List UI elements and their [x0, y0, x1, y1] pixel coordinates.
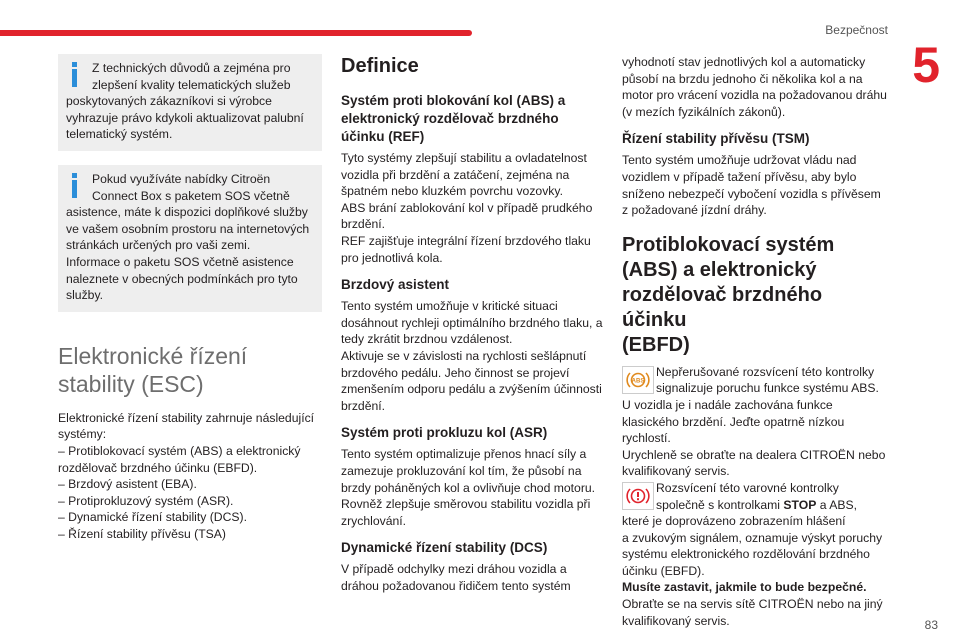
info-note-text: Z technických důvodů a zejména pro zlepšení kvality telematických služeb poskytovaných zákazníkovi si výrobce vyhrazuje právo kdykoli aktualizovat palubní telematický systém. — [66, 61, 304, 142]
stop-label: STOP — [783, 497, 817, 512]
asr-heading: Systém proti prokluzu kol (ASR) — [341, 425, 548, 441]
info-note-text: Pokud využíváte nabídky Citroën Connect Box s paketem SOS včetně asistence, máte k dispozici doplňkové služby ve vašem osobním prostoru na internetových stránkách určených pro vaši zemi. Informace o paketu SOS včetně asistence naleznete v obecných podmínkách pro tyto služby. — [66, 171, 310, 303]
ebfd-warning-block — [622, 480, 888, 513]
dcs-text-continued: vyhodnotí stav jednotlivých kol a automaticky působí na brzdu jednoho či několika kol a na motor pro vrácení vozidla na požadovanou dráhu (v mezích fyzikálních zákonů). — [622, 55, 887, 119]
tsm-text: Tento systém umožňuje udržovat vládu nad vozidlem v případě tažení přívěsu, aby bylo sníženo nebezpečí vybočení vozidla s přívěsem z požadované jízdní dráhy. — [622, 153, 881, 218]
abs-warning-lamp-icon — [622, 366, 654, 394]
esc-heading: Elektronické řízení stability (ESC) — [58, 342, 248, 397]
esc-text: Elektronické řízení stability zahrnuje následující systémy: – Protiblokovací systém (ABS) a elektronický rozdělovač brzdného účinku (EBFD). – Brzdový asistent (EBA). – Protiprokluzový systém (ASR). – Dynamické řízení stability (DCS). – Řízení stability přívěsu (TSA) — [58, 410, 315, 541]
column-right — [622, 54, 888, 629]
abs-warning-block — [622, 364, 888, 397]
abs-ebfd-heading: Protiblokovací systém (ABS) a elektronický rozdělovač brzdného účinku (EBFD) — [622, 233, 835, 356]
tsm-heading: Řízení stability přívěsu (TSM) — [622, 131, 810, 147]
abs-ref-text: Tyto systémy zlepšují stabilitu a ovladatelnost vozidla při brzdění a zatáčení, zejména na špatném nebo kluzkém povrchu vozovky. ABS brání zablokování kol v případě prudkého brzdění. REF zajišťuje integrální řízení brzdového tlaku pro jednotlivá kola. — [341, 151, 593, 265]
dcs-text: V případě odchylky mezi dráhou vozidla a dráhou požadovanou řidičem tento systém — [341, 562, 571, 593]
header-accent-bar — [0, 30, 472, 36]
info-icon — [66, 171, 88, 201]
abs-ref-heading: Systém proti blokování kol (ABS) a elektronický rozdělovač brzdného účinku (REF) — [341, 93, 566, 144]
svg-text:ABS: ABS — [631, 378, 645, 385]
chapter-number: 5 — [912, 37, 940, 93]
brake-warning-lamp-icon — [622, 482, 654, 510]
column-middle — [341, 54, 603, 594]
info-note-sos — [58, 165, 322, 312]
abs-warning-text-continued: U vozidla je i nadále zachována funkce klasického brzdění. Jeďte opatrně nízkou rychlostí. Urychleně se obraťte na dealera CITROËN nebo kvalifikovaný servis. — [622, 397, 886, 479]
ebfd-warning-text-continued: které je doprovázeno zobrazením hlášení a zvukovým signálem, oznamuje výskyt poruchy systému elektronického rozdělování brzdného účinku (EBFD). Musíte zastavit, jakmile to bude bezpečné. Obraťte se na servis sítě CITROËN nebo na jiný kvalifikovaný servis. — [622, 513, 888, 629]
info-icon — [66, 60, 88, 90]
stop-instruction: Musíte zastavit, jakmile to bude bezpečné. — [622, 580, 867, 595]
page-number: 83 — [924, 618, 938, 632]
abs-warning-text: Nepřerušované rozsvícení této kontrolky signalizuje poruchu funkce systému ABS. — [656, 364, 879, 396]
info-note-telematics — [58, 54, 322, 151]
definitions-heading: Definice — [341, 55, 419, 77]
eba-heading: Brzdový asistent — [341, 277, 450, 293]
ebfd-warning-text: Rozsvícení této varovné kontrolky společně s kontrolkami STOP a ABS, — [656, 480, 857, 512]
column-left — [58, 54, 322, 542]
eba-text: Tento systém umožňuje v kritické situaci dosáhnout rychleji optimálního brzdného tlaku, a tedy zkrátit brzdnou vzdálenost. Aktivuje se v závislosti na rychlosti sešlápnutí brzdového pedálu. Jeho činnost se projeví zmenšením odporu pedálu a zvýšením účinnosti brzdění. — [341, 299, 603, 413]
asr-text: Tento systém optimalizuje přenos hnací síly a zamezuje prokluzování kol tím, že působí na brzdy poháněných kol a ovlivňuje chod motoru. Rovněž zlepšuje směrovou stabilitu vozidla při zrychlování. — [341, 447, 596, 528]
section-title: Bezpečnost — [825, 23, 888, 37]
dcs-heading: Dynamické řízení stability (DCS) — [341, 540, 548, 556]
